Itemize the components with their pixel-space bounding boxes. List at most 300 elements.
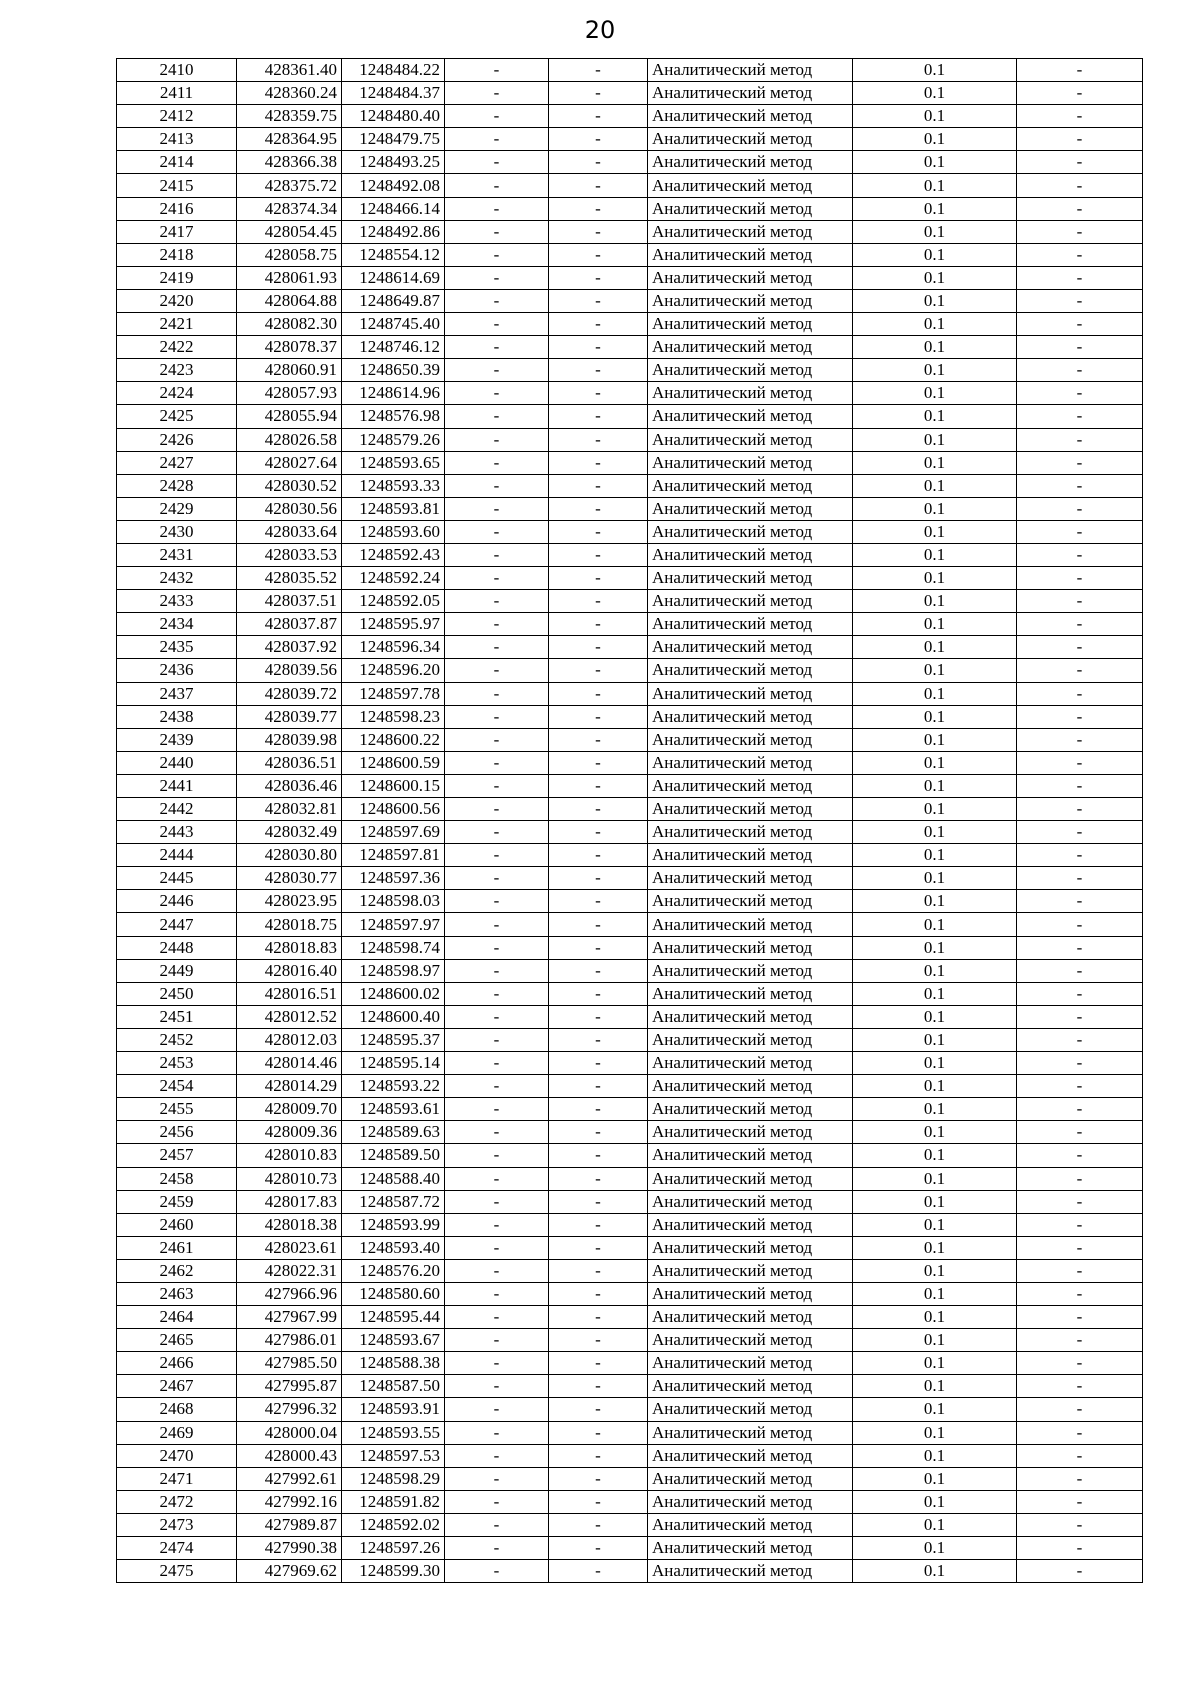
point-number-cell: 2429: [117, 497, 237, 520]
y-coordinate-cell: 1248587.50: [342, 1375, 445, 1398]
point-number-cell: 2435: [117, 636, 237, 659]
point-number-cell: 2419: [117, 266, 237, 289]
accuracy-cell: 0.1: [853, 821, 1017, 844]
method-cell: Аналитический метод: [648, 1560, 853, 1583]
dash-cell: -: [445, 728, 549, 751]
dash-cell: -: [549, 266, 648, 289]
dash-cell: -: [1017, 798, 1143, 821]
dash-cell: -: [445, 1444, 549, 1467]
point-number-cell: 2422: [117, 336, 237, 359]
y-coordinate-cell: 1248554.12: [342, 243, 445, 266]
x-coordinate-cell: 428055.94: [237, 405, 342, 428]
point-number-cell: 2464: [117, 1306, 237, 1329]
point-number-cell: 2453: [117, 1052, 237, 1075]
accuracy-cell: 0.1: [853, 474, 1017, 497]
point-number-cell: 2421: [117, 313, 237, 336]
dash-cell: -: [549, 1444, 648, 1467]
x-coordinate-cell: 428009.70: [237, 1098, 342, 1121]
point-number-cell: 2459: [117, 1190, 237, 1213]
dash-cell: -: [445, 613, 549, 636]
table-row: [117, 1537, 1143, 1560]
point-number-cell: 2416: [117, 197, 237, 220]
table-row: [117, 751, 1143, 774]
dash-cell: -: [445, 1121, 549, 1144]
method-cell: Аналитический метод: [648, 543, 853, 566]
dash-cell: -: [1017, 1144, 1143, 1167]
dash-cell: -: [549, 197, 648, 220]
accuracy-cell: 0.1: [853, 682, 1017, 705]
method-cell: Аналитический метод: [648, 1537, 853, 1560]
table-row: [117, 1052, 1143, 1075]
x-coordinate-cell: 428016.51: [237, 982, 342, 1005]
dash-cell: -: [549, 1190, 648, 1213]
table-row: [117, 313, 1143, 336]
table-row: [117, 590, 1143, 613]
y-coordinate-cell: 1248593.65: [342, 451, 445, 474]
dash-cell: -: [549, 636, 648, 659]
y-coordinate-cell: 1248614.69: [342, 266, 445, 289]
dash-cell: -: [549, 982, 648, 1005]
table-row: [117, 821, 1143, 844]
accuracy-cell: 0.1: [853, 197, 1017, 220]
dash-cell: -: [549, 1467, 648, 1490]
accuracy-cell: 0.1: [853, 959, 1017, 982]
dash-cell: -: [1017, 867, 1143, 890]
method-cell: Аналитический метод: [648, 289, 853, 312]
method-cell: Аналитический метод: [648, 359, 853, 382]
dash-cell: -: [1017, 1028, 1143, 1051]
dash-cell: -: [1017, 567, 1143, 590]
method-cell: Аналитический метод: [648, 682, 853, 705]
table-row: [117, 1144, 1143, 1167]
accuracy-cell: 0.1: [853, 798, 1017, 821]
point-number-cell: 2456: [117, 1121, 237, 1144]
accuracy-cell: 0.1: [853, 1259, 1017, 1282]
table-row: [117, 1444, 1143, 1467]
table-row: [117, 1213, 1143, 1236]
point-number-cell: 2472: [117, 1490, 237, 1513]
y-coordinate-cell: 1248597.81: [342, 844, 445, 867]
table-row: [117, 1490, 1143, 1513]
method-cell: Аналитический метод: [648, 1190, 853, 1213]
x-coordinate-cell: 428039.77: [237, 705, 342, 728]
dash-cell: -: [549, 1259, 648, 1282]
dash-cell: -: [549, 798, 648, 821]
x-coordinate-cell: 428033.64: [237, 520, 342, 543]
x-coordinate-cell: 427986.01: [237, 1329, 342, 1352]
y-coordinate-cell: 1248593.33: [342, 474, 445, 497]
y-coordinate-cell: 1248650.39: [342, 359, 445, 382]
point-number-cell: 2424: [117, 382, 237, 405]
y-coordinate-cell: 1248593.40: [342, 1236, 445, 1259]
dash-cell: -: [1017, 520, 1143, 543]
method-cell: Аналитический метод: [648, 474, 853, 497]
point-number-cell: 2428: [117, 474, 237, 497]
point-number-cell: 2434: [117, 613, 237, 636]
table-row: [117, 798, 1143, 821]
x-coordinate-cell: 428061.93: [237, 266, 342, 289]
point-number-cell: 2475: [117, 1560, 237, 1583]
y-coordinate-cell: 1248600.15: [342, 774, 445, 797]
dash-cell: -: [549, 520, 648, 543]
dash-cell: -: [549, 451, 648, 474]
dash-cell: -: [445, 520, 549, 543]
accuracy-cell: 0.1: [853, 266, 1017, 289]
method-cell: Аналитический метод: [648, 520, 853, 543]
dash-cell: -: [549, 543, 648, 566]
point-number-cell: 2437: [117, 682, 237, 705]
accuracy-cell: 0.1: [853, 82, 1017, 105]
y-coordinate-cell: 1248593.55: [342, 1421, 445, 1444]
table-row: [117, 636, 1143, 659]
accuracy-cell: 0.1: [853, 451, 1017, 474]
dash-cell: -: [549, 1236, 648, 1259]
dash-cell: -: [1017, 751, 1143, 774]
method-cell: Аналитический метод: [648, 497, 853, 520]
x-coordinate-cell: 428023.61: [237, 1236, 342, 1259]
dash-cell: -: [549, 474, 648, 497]
point-number-cell: 2455: [117, 1098, 237, 1121]
table-row: [117, 1167, 1143, 1190]
dash-cell: -: [1017, 1329, 1143, 1352]
x-coordinate-cell: 428078.37: [237, 336, 342, 359]
accuracy-cell: 0.1: [853, 520, 1017, 543]
dash-cell: -: [445, 1490, 549, 1513]
table-row: [117, 174, 1143, 197]
dash-cell: -: [445, 1375, 549, 1398]
method-cell: Аналитический метод: [648, 313, 853, 336]
point-number-cell: 2462: [117, 1259, 237, 1282]
dash-cell: -: [445, 798, 549, 821]
accuracy-cell: 0.1: [853, 867, 1017, 890]
point-number-cell: 2441: [117, 774, 237, 797]
x-coordinate-cell: 428017.83: [237, 1190, 342, 1213]
accuracy-cell: 0.1: [853, 1236, 1017, 1259]
dash-cell: -: [445, 405, 549, 428]
table-row: [117, 844, 1143, 867]
table-row: [117, 382, 1143, 405]
dash-cell: -: [1017, 1537, 1143, 1560]
dash-cell: -: [445, 243, 549, 266]
dash-cell: -: [445, 659, 549, 682]
point-number-cell: 2473: [117, 1513, 237, 1536]
accuracy-cell: 0.1: [853, 313, 1017, 336]
table-row: [117, 82, 1143, 105]
accuracy-cell: 0.1: [853, 1213, 1017, 1236]
dash-cell: -: [1017, 82, 1143, 105]
method-cell: Аналитический метод: [648, 751, 853, 774]
point-number-cell: 2439: [117, 728, 237, 751]
method-cell: Аналитический метод: [648, 266, 853, 289]
point-number-cell: 2412: [117, 105, 237, 128]
dash-cell: -: [1017, 913, 1143, 936]
method-cell: Аналитический метод: [648, 1352, 853, 1375]
y-coordinate-cell: 1248598.74: [342, 936, 445, 959]
method-cell: Аналитический метод: [648, 197, 853, 220]
dash-cell: -: [445, 1052, 549, 1075]
accuracy-cell: 0.1: [853, 705, 1017, 728]
dash-cell: -: [549, 1375, 648, 1398]
point-number-cell: 2470: [117, 1444, 237, 1467]
x-coordinate-cell: 428037.51: [237, 590, 342, 613]
point-number-cell: 2438: [117, 705, 237, 728]
dash-cell: -: [445, 82, 549, 105]
x-coordinate-cell: 428057.93: [237, 382, 342, 405]
dash-cell: -: [1017, 289, 1143, 312]
y-coordinate-cell: 1248595.97: [342, 613, 445, 636]
dash-cell: -: [445, 1467, 549, 1490]
point-number-cell: 2413: [117, 128, 237, 151]
point-number-cell: 2426: [117, 428, 237, 451]
method-cell: Аналитический метод: [648, 336, 853, 359]
dash-cell: -: [1017, 405, 1143, 428]
point-number-cell: 2458: [117, 1167, 237, 1190]
method-cell: Аналитический метод: [648, 428, 853, 451]
accuracy-cell: 0.1: [853, 1167, 1017, 1190]
accuracy-cell: 0.1: [853, 751, 1017, 774]
dash-cell: -: [445, 1075, 549, 1098]
accuracy-cell: 0.1: [853, 1444, 1017, 1467]
method-cell: Аналитический метод: [648, 1259, 853, 1282]
x-coordinate-cell: 428036.51: [237, 751, 342, 774]
dash-cell: -: [549, 821, 648, 844]
y-coordinate-cell: 1248593.99: [342, 1213, 445, 1236]
dash-cell: -: [1017, 1167, 1143, 1190]
point-number-cell: 2445: [117, 867, 237, 890]
y-coordinate-cell: 1248596.20: [342, 659, 445, 682]
dash-cell: -: [549, 1098, 648, 1121]
accuracy-cell: 0.1: [853, 1421, 1017, 1444]
accuracy-cell: 0.1: [853, 428, 1017, 451]
dash-cell: -: [549, 705, 648, 728]
x-coordinate-cell: 428010.73: [237, 1167, 342, 1190]
table-row: [117, 936, 1143, 959]
dash-cell: -: [1017, 243, 1143, 266]
accuracy-cell: 0.1: [853, 1144, 1017, 1167]
y-coordinate-cell: 1248493.25: [342, 151, 445, 174]
dash-cell: -: [549, 936, 648, 959]
x-coordinate-cell: 428018.38: [237, 1213, 342, 1236]
y-coordinate-cell: 1248588.38: [342, 1352, 445, 1375]
y-coordinate-cell: 1248484.37: [342, 82, 445, 105]
dash-cell: -: [445, 1537, 549, 1560]
point-number-cell: 2454: [117, 1075, 237, 1098]
dash-cell: -: [445, 751, 549, 774]
point-number-cell: 2411: [117, 82, 237, 105]
table-row: [117, 289, 1143, 312]
accuracy-cell: 0.1: [853, 543, 1017, 566]
page-number: 20: [584, 16, 616, 44]
x-coordinate-cell: 427995.87: [237, 1375, 342, 1398]
accuracy-cell: 0.1: [853, 405, 1017, 428]
dash-cell: -: [445, 1144, 549, 1167]
accuracy-cell: 0.1: [853, 243, 1017, 266]
x-coordinate-cell: 428037.92: [237, 636, 342, 659]
table-row: [117, 105, 1143, 128]
method-cell: Аналитический метод: [648, 1513, 853, 1536]
accuracy-cell: 0.1: [853, 220, 1017, 243]
method-cell: Аналитический метод: [648, 1213, 853, 1236]
dash-cell: -: [445, 105, 549, 128]
x-coordinate-cell: 427990.38: [237, 1537, 342, 1560]
dash-cell: -: [549, 1167, 648, 1190]
y-coordinate-cell: 1248592.43: [342, 543, 445, 566]
point-number-cell: 2431: [117, 543, 237, 566]
dash-cell: -: [445, 1513, 549, 1536]
table-row: [117, 1329, 1143, 1352]
method-cell: Аналитический метод: [648, 1490, 853, 1513]
dash-cell: -: [445, 567, 549, 590]
dash-cell: -: [445, 289, 549, 312]
table-row: [117, 1421, 1143, 1444]
y-coordinate-cell: 1248746.12: [342, 336, 445, 359]
table-row: [117, 982, 1143, 1005]
dash-cell: -: [549, 151, 648, 174]
dash-cell: -: [445, 59, 549, 82]
point-number-cell: 2468: [117, 1398, 237, 1421]
dash-cell: -: [1017, 1190, 1143, 1213]
accuracy-cell: 0.1: [853, 982, 1017, 1005]
table-row: [117, 497, 1143, 520]
dash-cell: -: [1017, 1259, 1143, 1282]
table-row: [117, 913, 1143, 936]
point-number-cell: 2440: [117, 751, 237, 774]
method-cell: Аналитический метод: [648, 659, 853, 682]
accuracy-cell: 0.1: [853, 728, 1017, 751]
dash-cell: -: [1017, 451, 1143, 474]
y-coordinate-cell: 1248592.05: [342, 590, 445, 613]
dash-cell: -: [549, 405, 648, 428]
dash-cell: -: [445, 497, 549, 520]
dash-cell: -: [1017, 613, 1143, 636]
x-coordinate-cell: 428039.98: [237, 728, 342, 751]
table-row: [117, 1306, 1143, 1329]
accuracy-cell: 0.1: [853, 359, 1017, 382]
x-coordinate-cell: 428039.72: [237, 682, 342, 705]
table-row: [117, 959, 1143, 982]
table-row: [117, 728, 1143, 751]
point-number-cell: 2442: [117, 798, 237, 821]
dash-cell: -: [549, 243, 648, 266]
dash-cell: -: [1017, 313, 1143, 336]
dash-cell: -: [445, 313, 549, 336]
dash-cell: -: [549, 1121, 648, 1144]
y-coordinate-cell: 1248587.72: [342, 1190, 445, 1213]
y-coordinate-cell: 1248649.87: [342, 289, 445, 312]
method-cell: Аналитический метод: [648, 1306, 853, 1329]
method-cell: Аналитический метод: [648, 1075, 853, 1098]
accuracy-cell: 0.1: [853, 336, 1017, 359]
dash-cell: -: [1017, 1560, 1143, 1583]
x-coordinate-cell: 428012.03: [237, 1028, 342, 1051]
point-number-cell: 2436: [117, 659, 237, 682]
dash-cell: -: [549, 682, 648, 705]
table-row: [117, 1560, 1143, 1583]
dash-cell: -: [549, 1398, 648, 1421]
dash-cell: -: [1017, 1375, 1143, 1398]
x-coordinate-cell: 427967.99: [237, 1306, 342, 1329]
dash-cell: -: [1017, 1306, 1143, 1329]
method-cell: Аналитический метод: [648, 1098, 853, 1121]
dash-cell: -: [549, 428, 648, 451]
x-coordinate-cell: 428000.04: [237, 1421, 342, 1444]
dash-cell: -: [1017, 1121, 1143, 1144]
x-coordinate-cell: 428374.34: [237, 197, 342, 220]
dash-cell: -: [445, 151, 549, 174]
dash-cell: -: [549, 82, 648, 105]
dash-cell: -: [1017, 890, 1143, 913]
dash-cell: -: [549, 867, 648, 890]
point-number-cell: 2474: [117, 1537, 237, 1560]
method-cell: Аналитический метод: [648, 867, 853, 890]
accuracy-cell: 0.1: [853, 1005, 1017, 1028]
method-cell: Аналитический метод: [648, 844, 853, 867]
method-cell: Аналитический метод: [648, 705, 853, 728]
method-cell: Аналитический метод: [648, 220, 853, 243]
y-coordinate-cell: 1248593.60: [342, 520, 445, 543]
x-coordinate-cell: 428026.58: [237, 428, 342, 451]
dash-cell: -: [1017, 1005, 1143, 1028]
dash-cell: -: [1017, 659, 1143, 682]
y-coordinate-cell: 1248591.82: [342, 1490, 445, 1513]
table-row: [117, 1398, 1143, 1421]
dash-cell: -: [549, 751, 648, 774]
accuracy-cell: 0.1: [853, 1190, 1017, 1213]
y-coordinate-cell: 1248598.29: [342, 1467, 445, 1490]
dash-cell: -: [1017, 336, 1143, 359]
dash-cell: -: [1017, 590, 1143, 613]
y-coordinate-cell: 1248600.56: [342, 798, 445, 821]
dash-cell: -: [1017, 105, 1143, 128]
accuracy-cell: 0.1: [853, 1052, 1017, 1075]
y-coordinate-cell: 1248599.30: [342, 1560, 445, 1583]
dash-cell: -: [1017, 982, 1143, 1005]
x-coordinate-cell: 427985.50: [237, 1352, 342, 1375]
table-row: [117, 867, 1143, 890]
y-coordinate-cell: 1248593.91: [342, 1398, 445, 1421]
method-cell: Аналитический метод: [648, 1236, 853, 1259]
method-cell: Аналитический метод: [648, 590, 853, 613]
dash-cell: -: [1017, 705, 1143, 728]
dash-cell: -: [549, 59, 648, 82]
method-cell: Аналитический метод: [648, 1028, 853, 1051]
method-cell: Аналитический метод: [648, 936, 853, 959]
dash-cell: -: [549, 613, 648, 636]
method-cell: Аналитический метод: [648, 567, 853, 590]
point-number-cell: 2452: [117, 1028, 237, 1051]
table-row: [117, 1028, 1143, 1051]
accuracy-cell: 0.1: [853, 1028, 1017, 1051]
y-coordinate-cell: 1248492.86: [342, 220, 445, 243]
dash-cell: -: [445, 382, 549, 405]
dash-cell: -: [1017, 1352, 1143, 1375]
dash-cell: -: [1017, 682, 1143, 705]
method-cell: Аналитический метод: [648, 1167, 853, 1190]
method-cell: Аналитический метод: [648, 243, 853, 266]
x-coordinate-cell: 428023.95: [237, 890, 342, 913]
accuracy-cell: 0.1: [853, 1098, 1017, 1121]
x-coordinate-cell: 428030.56: [237, 497, 342, 520]
dash-cell: -: [445, 428, 549, 451]
dash-cell: -: [445, 774, 549, 797]
dash-cell: -: [549, 359, 648, 382]
dash-cell: -: [549, 959, 648, 982]
dash-cell: -: [445, 543, 549, 566]
dash-cell: -: [1017, 1098, 1143, 1121]
dash-cell: -: [549, 1421, 648, 1444]
dash-cell: -: [549, 1028, 648, 1051]
dash-cell: -: [1017, 959, 1143, 982]
